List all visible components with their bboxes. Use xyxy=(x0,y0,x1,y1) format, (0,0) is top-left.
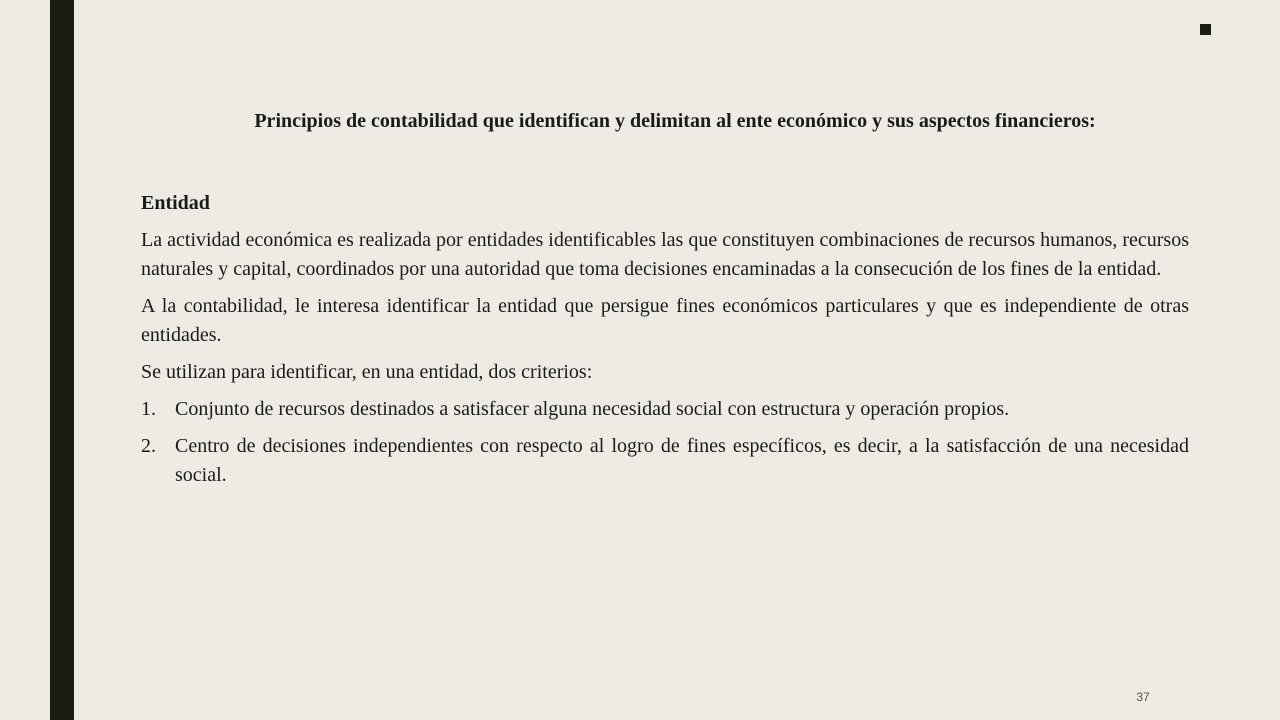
slide-body xyxy=(141,189,1189,498)
list-item-text: Centro de decisiones independientes con respecto al logro de fines específicos, es decir, a la satisfacción de una necesidad social. xyxy=(175,435,1189,486)
paragraph-criteria-intro: Se utilizan para identificar, en una entidad, dos criterios: xyxy=(141,361,593,383)
list-item-number: 2. xyxy=(141,435,156,457)
criteria-list xyxy=(141,395,1189,490)
list-item-number: 1. xyxy=(141,398,156,420)
list-item xyxy=(141,395,1189,424)
left-accent-bar xyxy=(50,0,74,720)
list-item-text: Conjunto de recursos destinados a satisfacer alguna necesidad social con estructura y operación propios. xyxy=(175,398,1010,420)
slide-title: Principios de contabilidad que identifican y delimitan al ente económico y sus aspectos financieros: xyxy=(254,110,1096,132)
page-number: 37 xyxy=(1136,690,1150,704)
corner-square-mark xyxy=(1200,24,1211,35)
section-heading: Entidad xyxy=(141,192,210,214)
paragraph-definition: La actividad económica es realizada por entidades identificables las que constituyen combinaciones de recursos humanos, recursos naturales y capital, coordinados por una autoridad que toma decisiones encaminadas a la consecución de los fines de la entidad. xyxy=(141,229,1189,280)
paragraph-accounting-interest: A la contabilidad, le interesa identificar la entidad que persigue fines económicos particulares y que es independiente de otras entidades. xyxy=(141,295,1189,346)
list-item xyxy=(141,432,1189,490)
